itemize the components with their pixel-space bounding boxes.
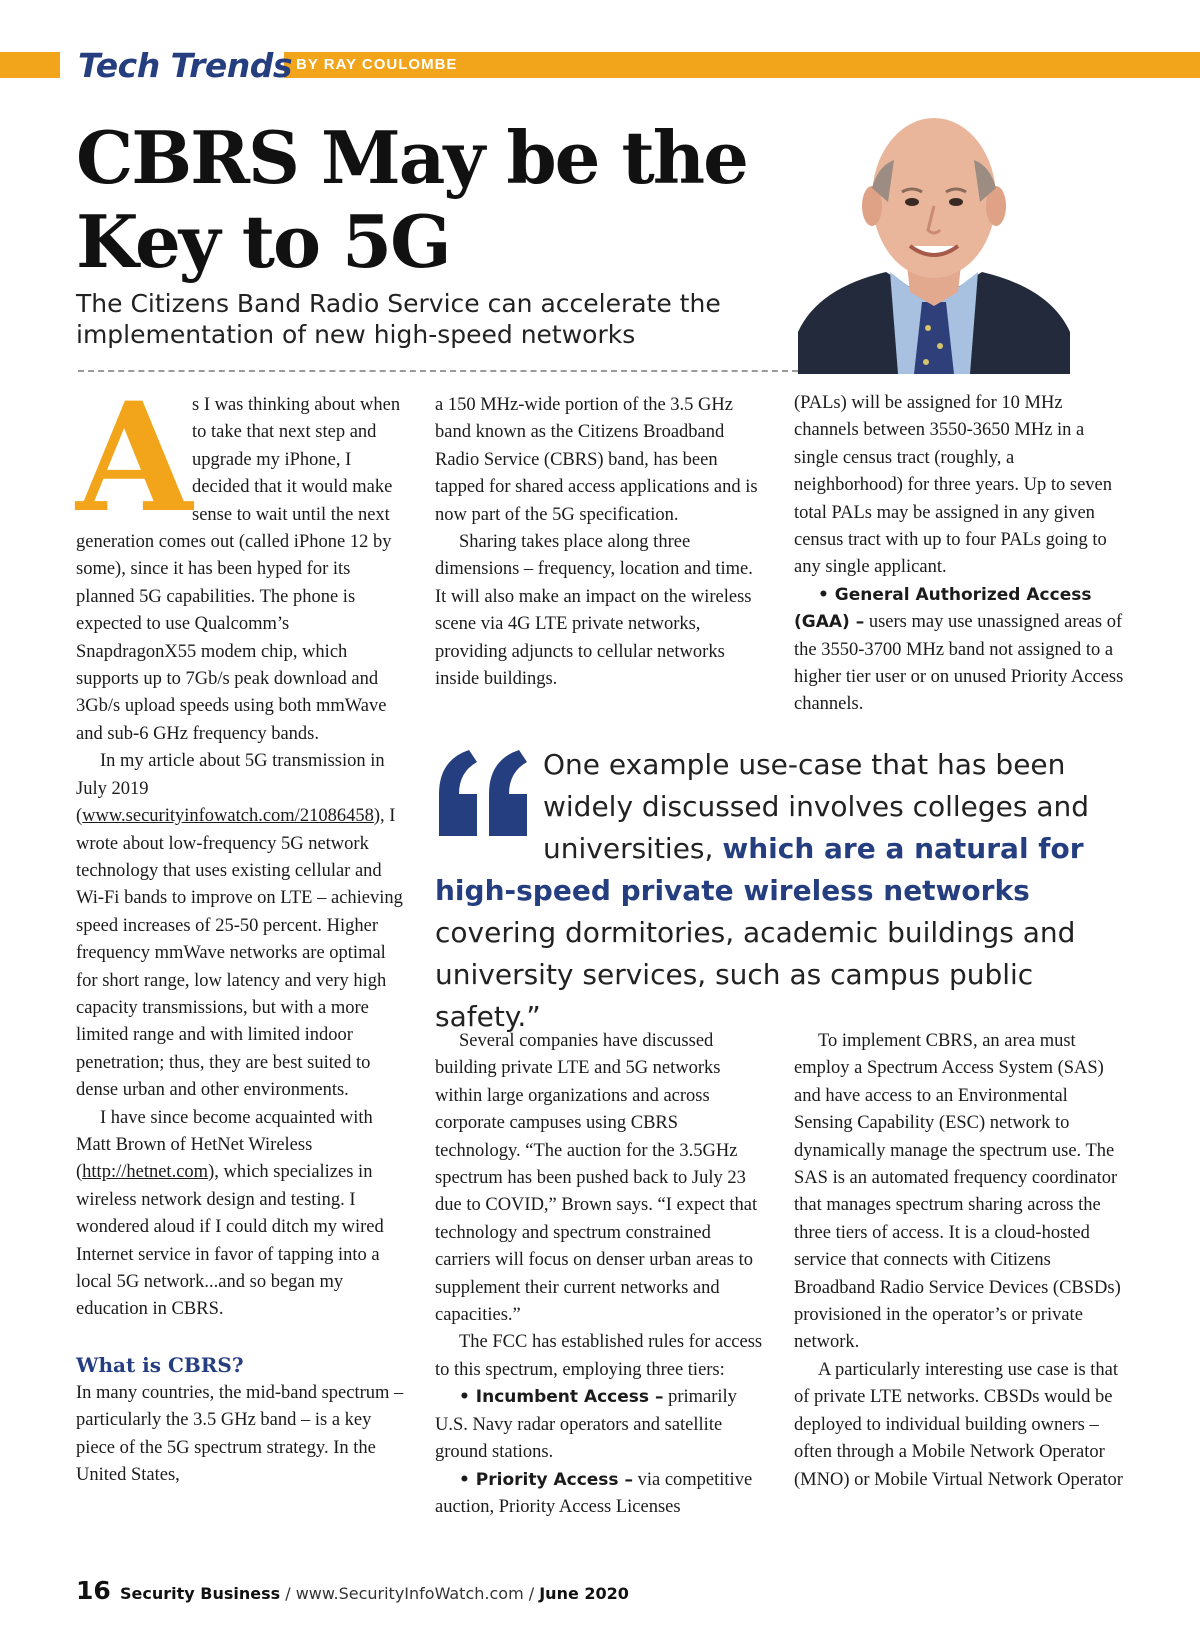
list-item-gaa [794,582,1124,719]
article-column-2-bottom [435,1028,765,1521]
paragraph-text: ), I wrote about low-frequency 5G network technology that uses existing cellular and Wi-Fi bands to improve on LTE – achieving speed increases of 25-50 percent. Higher frequency mmWave networks are optimal for short range, low latency and very high capacity transmissions, but with a more limited range and with limited indoor penetration; thus, they are best suited to dense urban and other environments. [76,806,403,1101]
article-column-2-top [435,392,765,693]
pull-quote-highlight: which are a natural for high-speed private wireless networks [435,832,1084,907]
quote-mark-icon [435,750,531,836]
hetnet-link[interactable]: http://hetnet.com [82,1162,209,1183]
headline-line-1: CBRS May be the [76,115,747,200]
pull-quote-text-end: covering dormitories, academic buildings and university services, such as campus public safety.” [435,916,1076,1033]
paragraph-sas: To implement CBRS, an area must employ a Spectrum Access System (SAS) and have access to an Environmental Sensing Capability (ESC) network to dynamically manage the spectrum use. The SAS is an automated frequency coordinator that manages spectrum sharing across the three tiers of access. It is a cloud-hosted service that connects with Citizens Broadband Radio Service Devices (CBSDs) provisioned in the operator’s or private network. [794,1031,1121,1353]
paragraph-fcc-tiers: The FCC has established rules for access to this spectrum, employing three tiers: [435,1332,763,1380]
issue-date: June 2020 [539,1584,629,1603]
pull-quote-text: One example use-case that has been widely discussed involves colleges and universities, [543,748,1090,865]
headline-line-2: Key to 5G [76,199,450,284]
footer-separator: / [523,1584,540,1603]
drop-cap: A [76,370,193,546]
tier-label-priority: • Priority Access – [459,1469,633,1490]
section-title: Tech Trends [78,46,292,85]
paragraph-cbrs-band: a 150 MHz-wide portion of the 3.5 GHz band known as the Citizens Broadband Radio Service (CBRS) band, has been tapped for shared access applications and is now part of the 5G specification. [435,395,758,525]
paragraph-text: I have since become acquainted with Matt Brown of HetNet Wireless ( [76,1107,373,1183]
paragraph-private-lte: Several companies have discussed building private LTE and 5G networks within large organizations and across corporate campuses using CBRS technology. “The auction for the 3.5GHz spectrum has been pushed back to July 23 due to COVID,” Brown says. “I expect that technology and spectrum constrained carriers will focus on denser urban areas to supplement their current networks and capacities.” [435,1031,758,1326]
tier-text-incumbent: primarily U.S. Navy radar operators and satellite ground stations. [435,1387,737,1463]
paragraph-5g-article [76,748,406,1104]
page-number: 16 [76,1576,111,1605]
paragraph-text: ), which specializes in wireless network design and testing. I wondered aloud if I could ditch my wired Internet service in favor of tapping into a local 5G network...and so began my education in CBRS. [76,1162,384,1320]
byline: BY RAY COULOMBE [296,56,458,73]
author-portrait [798,106,1070,374]
tier-text-priority: via competitive auction, Priority Access Licenses [435,1469,753,1517]
article-column-3-bottom [794,1028,1124,1494]
subhead-line-2: implementation of new high-speed networks [76,320,636,349]
list-item-priority [435,1467,765,1522]
paragraph-pals: (PALs) will be assigned for 10 MHz channels between 3550-3650 MHz in a single census tract (roughly, a neighborhood) for three years. Up to seven total PALs may be assigned in any given census tract with up to four PALs going to any single applicant. [794,393,1112,578]
section-heading-what-is-cbrs: What is CBRS? [76,1352,244,1377]
footer-line [120,1582,629,1606]
paragraph-text: In my article about 5G transmission in July 2019 ( [76,751,385,827]
publication-name: Security Business [120,1584,281,1603]
article-column-1 [76,370,406,1489]
paragraph-use-case: A particularly interesting use case is that of private LTE networks. CBSDs would be deployed to individual building owners – often through a Mobile Network Operator (MNO) or Mobile Virtual Network Operator [794,1359,1123,1490]
paragraph-hetnet [76,1105,406,1324]
article-column-3-top [794,390,1124,719]
tier-label-gaa: • General Authorized Access (GAA) – [794,584,1092,633]
footer-separator: / [280,1584,296,1603]
footer-website[interactable]: www.SecurityInfoWatch.com [295,1584,524,1603]
article-link[interactable]: www.securityinfowatch.com/21086458 [82,806,374,827]
subheadline [76,288,736,350]
paragraph-cbrs-intro: In many countries, the mid-band spectrum – particularly the 3.5 GHz band – is a key piece of the 5G spectrum strategy. In the United States, [76,1382,404,1486]
header-accent-bar-left [0,52,60,78]
tier-label-incumbent: • Incumbent Access – [459,1387,664,1408]
paragraph-sharing: Sharing takes place along three dimensions – frequency, location and time. It will also make an impact on the wireless scene via 4G LTE private networks, providing adjuncts to cellular networks inside buildings. [435,532,753,690]
subhead-line-1: The Citizens Band Radio Service can accelerate the [76,289,721,318]
list-item-incumbent [435,1384,765,1466]
paragraph-intro: s I was thinking about when to take that next step and upgrade my iPhone, I decided that it would make sense to wait until the next generation comes out (called iPhone 12 by some), since it has been hyped for its planned 5G capabilities. The phone is expected to use Qualcomm’s SnapdragonX55 modem chip, which supports up to 7Gb/s peak download and 3Gb/s upload speeds using both mmWave and sub-6 GHz frequency bands. [76,395,401,744]
tier-text-gaa: users may use unassigned areas of the 3550-3700 MHz band not assigned to a higher tier user or on unused Priority Access channels. [794,612,1124,715]
headline [76,116,816,284]
pull-quote [435,744,1135,1038]
